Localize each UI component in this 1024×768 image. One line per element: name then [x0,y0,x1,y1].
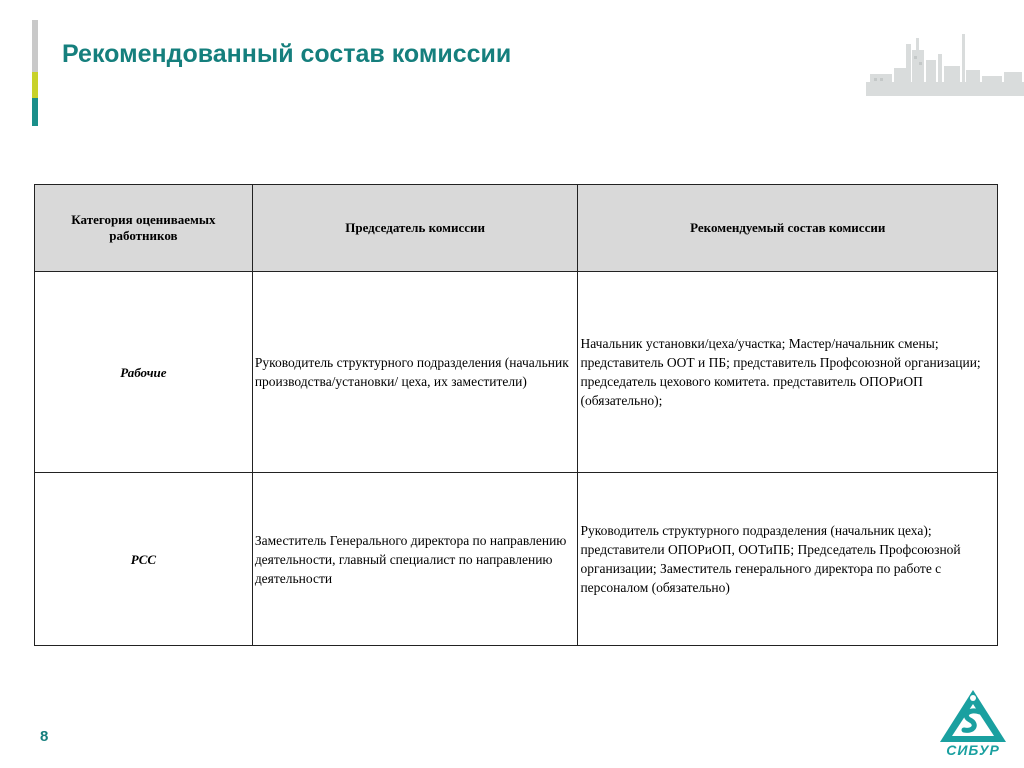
row-category: РСС [35,473,253,646]
accent-bar [32,20,38,126]
factory-skyline-icon [866,30,1024,96]
header-composition: Рекомендуемый состав комиссии [578,185,998,272]
accent-segment-gray [32,20,38,72]
accent-segment-yellow [32,72,38,98]
header-category: Категория оцениваемых работников [35,185,253,272]
header-chair: Председатель комиссии [252,185,578,272]
table-row [35,473,998,646]
row-composition: Начальник установки/цеха/участка; Мастер/начальник смены; представитель ООТ и ПБ; представитель Профсоюзной организации; председатель цехового комитета. представитель ОПОРиОП (обязательно); [578,272,998,473]
table-header-row [35,185,998,272]
commission-table-container [34,184,998,646]
commission-table [34,184,998,646]
row-category: Рабочие [35,272,253,473]
table-row [35,272,998,473]
logo-text: СИБУР [946,742,1000,758]
row-chair: Заместитель Генерального директора по направлению деятельности, главный специалист по направлению деятельности [252,473,578,646]
slide-title: Рекомендованный состав комиссии [62,40,512,68]
accent-segment-teal [32,98,38,126]
page-number: 8 [40,728,49,745]
row-chair: Руководитель структурного подразделения (начальник производства/установки/ цеха, их заместители) [252,272,578,473]
row-composition: Руководитель структурного подразделения (начальник цеха); представители ОПОРиОП, ООТиПБ; Председатель Профсоюзной организации; Заместитель генерального директора по работе с персоналом (обязательно) [578,473,998,646]
